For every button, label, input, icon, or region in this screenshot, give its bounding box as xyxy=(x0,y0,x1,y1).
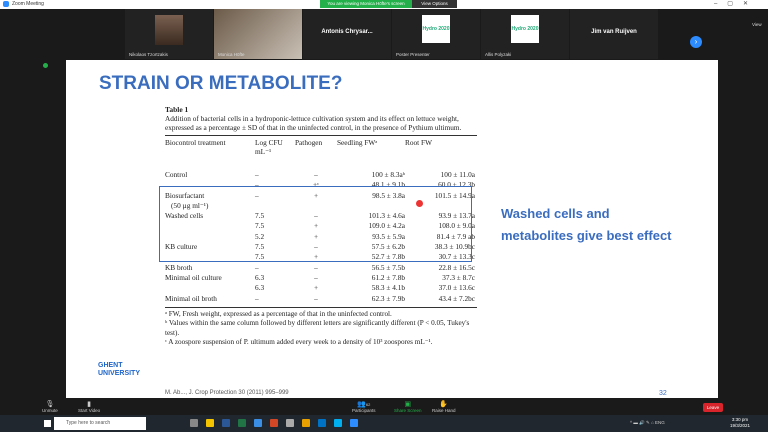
table-cell: 48.1 ± 9.1b xyxy=(371,180,405,190)
table-cell: 101.3 ± 4.6a xyxy=(368,211,405,221)
table-cell xyxy=(165,283,255,293)
app-icon[interactable] xyxy=(286,419,294,427)
meeting-toolbar xyxy=(0,398,768,415)
table-cell: 56.5 ± 7.5b xyxy=(371,262,405,272)
table-cell: Control xyxy=(165,170,188,179)
table-note: ᶜ A zoospore suspension of P. ultimum added every week to a density of 10³ zoospores mL⁻¹. xyxy=(165,338,433,347)
word-icon[interactable] xyxy=(222,419,230,427)
table-notes xyxy=(165,310,477,348)
table-cell: KB broth xyxy=(165,262,193,272)
table-cell: Washed cells xyxy=(165,211,204,221)
system-tray[interactable]: ^ ▬ 🔊 ✎ ⌂ ENG xyxy=(630,420,665,425)
table-cell: 61.2 ± 7.8b xyxy=(371,272,405,282)
table-cell: 7.5 xyxy=(255,221,265,231)
file-explorer-icon[interactable] xyxy=(206,419,214,427)
reference: M. Ab..., J. Crop Protection 30 (2011) 995–999 xyxy=(165,390,289,396)
table-header xyxy=(165,138,477,170)
table-cell: 7.5 xyxy=(255,242,265,252)
table-cell: – xyxy=(314,262,318,272)
table-cell: 5.2 xyxy=(255,231,265,241)
table-cell: KB culture xyxy=(165,242,198,252)
viewing-banner: You are viewing Monica Höfte's screen xyxy=(320,0,412,8)
chrome-icon[interactable] xyxy=(302,419,310,427)
clock[interactable]: 3:30 pm 19/3/2021 xyxy=(729,417,750,428)
skype-icon[interactable] xyxy=(334,419,342,427)
table-cell: (50 µg ml⁻¹) xyxy=(171,200,209,210)
participant-tile[interactable]: Monica Höfte xyxy=(214,9,302,59)
side-text: Washed cells and metabolites give best effect xyxy=(501,206,672,243)
table-note: ᵃ FW, Fresh weight, expressed as a percentage of that in the uninfected control. xyxy=(165,309,392,318)
shield-icon xyxy=(43,63,48,68)
hand-icon: ✋ xyxy=(439,401,449,408)
table-row xyxy=(165,283,477,293)
outlook-icon[interactable] xyxy=(318,419,326,427)
table-cell: – xyxy=(255,190,259,200)
raise-hand-button[interactable]: ✋ Raise Hand xyxy=(432,401,456,413)
start-video-button[interactable]: ▮ Start Video xyxy=(78,401,101,413)
view-options-button[interactable]: View Options xyxy=(412,0,457,8)
table-cell: 101.5 ± 14.9a xyxy=(434,190,475,200)
table-cell: 22.8 ± 16.5c xyxy=(438,262,475,272)
window-controls[interactable]: –▢✕ xyxy=(713,1,758,7)
hydro-logo: Hydro 2020 xyxy=(422,15,450,43)
share-icon: ▣ xyxy=(404,401,412,408)
table-cell: 43.4 ± 7.2bc xyxy=(438,293,475,303)
table-cell: – xyxy=(314,211,318,221)
participant-tile[interactable]: Hydro 2020 Allis Polyzaki xyxy=(481,9,569,59)
participants-button[interactable]: 👥62 Participants xyxy=(352,401,376,413)
powerpoint-icon[interactable] xyxy=(270,419,278,427)
table-cell: 6.3 xyxy=(255,272,265,282)
table-cell: 52.7 ± 7.8b xyxy=(371,252,405,262)
table-cell: 93.5 ± 5.9a xyxy=(372,231,405,241)
windows-start-icon[interactable] xyxy=(44,420,51,427)
chevron-right-icon[interactable]: › xyxy=(690,36,702,48)
table-cell: 7.5 xyxy=(255,211,265,221)
participant-tile[interactable]: Nikolaos Tzortzakis xyxy=(125,9,213,59)
table-cell: – xyxy=(314,170,318,179)
table-cell: 98.5 ± 3.8a xyxy=(372,190,405,200)
table-label: Table 1 xyxy=(165,105,189,114)
participants-icon: 👥62 xyxy=(357,401,371,408)
table-cell: 37.3 ± 8.7c xyxy=(442,272,475,282)
window-title: Zoom Meeting xyxy=(12,1,44,7)
column-header: Pathogen xyxy=(295,138,323,147)
table-cell: 38.3 ± 10.9bc xyxy=(434,242,475,252)
table-cell: Biosurfactant xyxy=(165,190,205,200)
slide-title: STRAIN OR METABOLITE? xyxy=(99,73,343,94)
table-cell: – xyxy=(255,262,259,272)
table-cell: 7.5 xyxy=(255,252,265,262)
table-caption: Addition of bacterial cells in a hydroponic-lettuce cultivation system and its effect on lettuce weight, expressed as a percentage ± SD of that in the uninfected control, in the presence of Pythium ultimum. xyxy=(165,114,462,132)
page-number: 32 xyxy=(659,390,667,397)
table-cell: – xyxy=(314,293,318,303)
table-cell: 81.4 ± 7.9 ab xyxy=(436,231,475,241)
ghent-logo: GHENT UNIVERSITY xyxy=(98,362,141,377)
table-cell: 62.3 ± 7.9b xyxy=(371,293,405,303)
task-view-icon[interactable] xyxy=(190,419,198,427)
table-cell: 57.5 ± 6.2b xyxy=(371,242,405,252)
table-cell: – xyxy=(314,272,318,282)
table-cell: 108.0 ± 9.0a xyxy=(438,221,475,231)
unmute-button[interactable]: 🎙 Unmute xyxy=(42,401,58,413)
table-cell: + xyxy=(313,283,319,293)
table-row xyxy=(165,294,477,304)
highlight-box xyxy=(159,186,472,262)
leave-button[interactable]: Leave xyxy=(703,403,723,412)
shared-slide xyxy=(66,60,718,398)
table-cell: 30.7 ± 13.3c xyxy=(438,252,475,262)
table-cell: – xyxy=(255,293,259,303)
table-cell: 58.3 ± 4.1b xyxy=(371,283,405,293)
column-header: Root FW xyxy=(405,138,432,147)
table-row xyxy=(165,170,477,180)
participant-tile[interactable]: Jim van Ruijven xyxy=(570,9,658,59)
table-cell: 100 ± 11.0a xyxy=(440,170,475,179)
table-cell: + xyxy=(313,252,319,262)
table-cell: 109.0 ± 4.2a xyxy=(368,221,405,231)
hydro-logo: Hydro 2020 xyxy=(511,15,539,43)
table-cell: 60.0 ± 12.3b xyxy=(438,180,475,190)
zoom-taskbar-icon[interactable] xyxy=(350,419,358,427)
participant-tile[interactable]: Hydro 2020 Poster Presenter xyxy=(392,9,480,59)
table-cell: 37.0 ± 13.6c xyxy=(438,283,475,293)
table-cell: + xyxy=(313,221,319,231)
laser-pointer xyxy=(416,200,423,207)
participant-video xyxy=(155,15,183,45)
taskbar xyxy=(0,415,768,432)
zoom-icon xyxy=(3,1,9,7)
column-header: Biocontrol treatment xyxy=(165,138,226,147)
table-cell: +ᶜ xyxy=(313,180,319,190)
excel-icon[interactable] xyxy=(238,419,246,427)
table-cell: Minimal oil culture xyxy=(165,272,222,282)
browser-icon[interactable] xyxy=(254,419,262,427)
participant-strip xyxy=(40,9,762,60)
table-cell: 93.9 ± 13.7a xyxy=(438,211,475,221)
table-row xyxy=(165,273,477,283)
table-cell: Minimal oil broth xyxy=(165,293,217,303)
video-off-icon: ▮ xyxy=(87,401,92,408)
table-note: ᵇ Values within the same column followed by different letters are significantly different (P < 0.05, Tukey's test). xyxy=(165,319,470,337)
table-cell: + xyxy=(313,231,319,241)
participant-tile[interactable]: Antonis Chrysar... xyxy=(303,9,391,59)
view-button[interactable]: View xyxy=(752,22,762,27)
mic-muted-icon: 🎙 xyxy=(45,401,55,408)
table-cell: 6.3 xyxy=(255,283,265,293)
share-screen-button[interactable]: ▣ Share Screen xyxy=(394,401,422,413)
column-header: Log CFU mL⁻¹ xyxy=(255,138,283,156)
taskbar-search[interactable]: Type here to search xyxy=(54,417,146,430)
table-cell: – xyxy=(255,170,259,179)
title-bar xyxy=(0,0,768,9)
table-row xyxy=(165,263,477,273)
table-cell: – xyxy=(314,242,318,252)
table-cell: + xyxy=(313,190,319,200)
column-header: Seedling FWᵃ xyxy=(337,138,378,147)
table-cell: 100 ± 8.3aᵇ xyxy=(371,170,405,179)
table-cell: – xyxy=(255,180,259,190)
